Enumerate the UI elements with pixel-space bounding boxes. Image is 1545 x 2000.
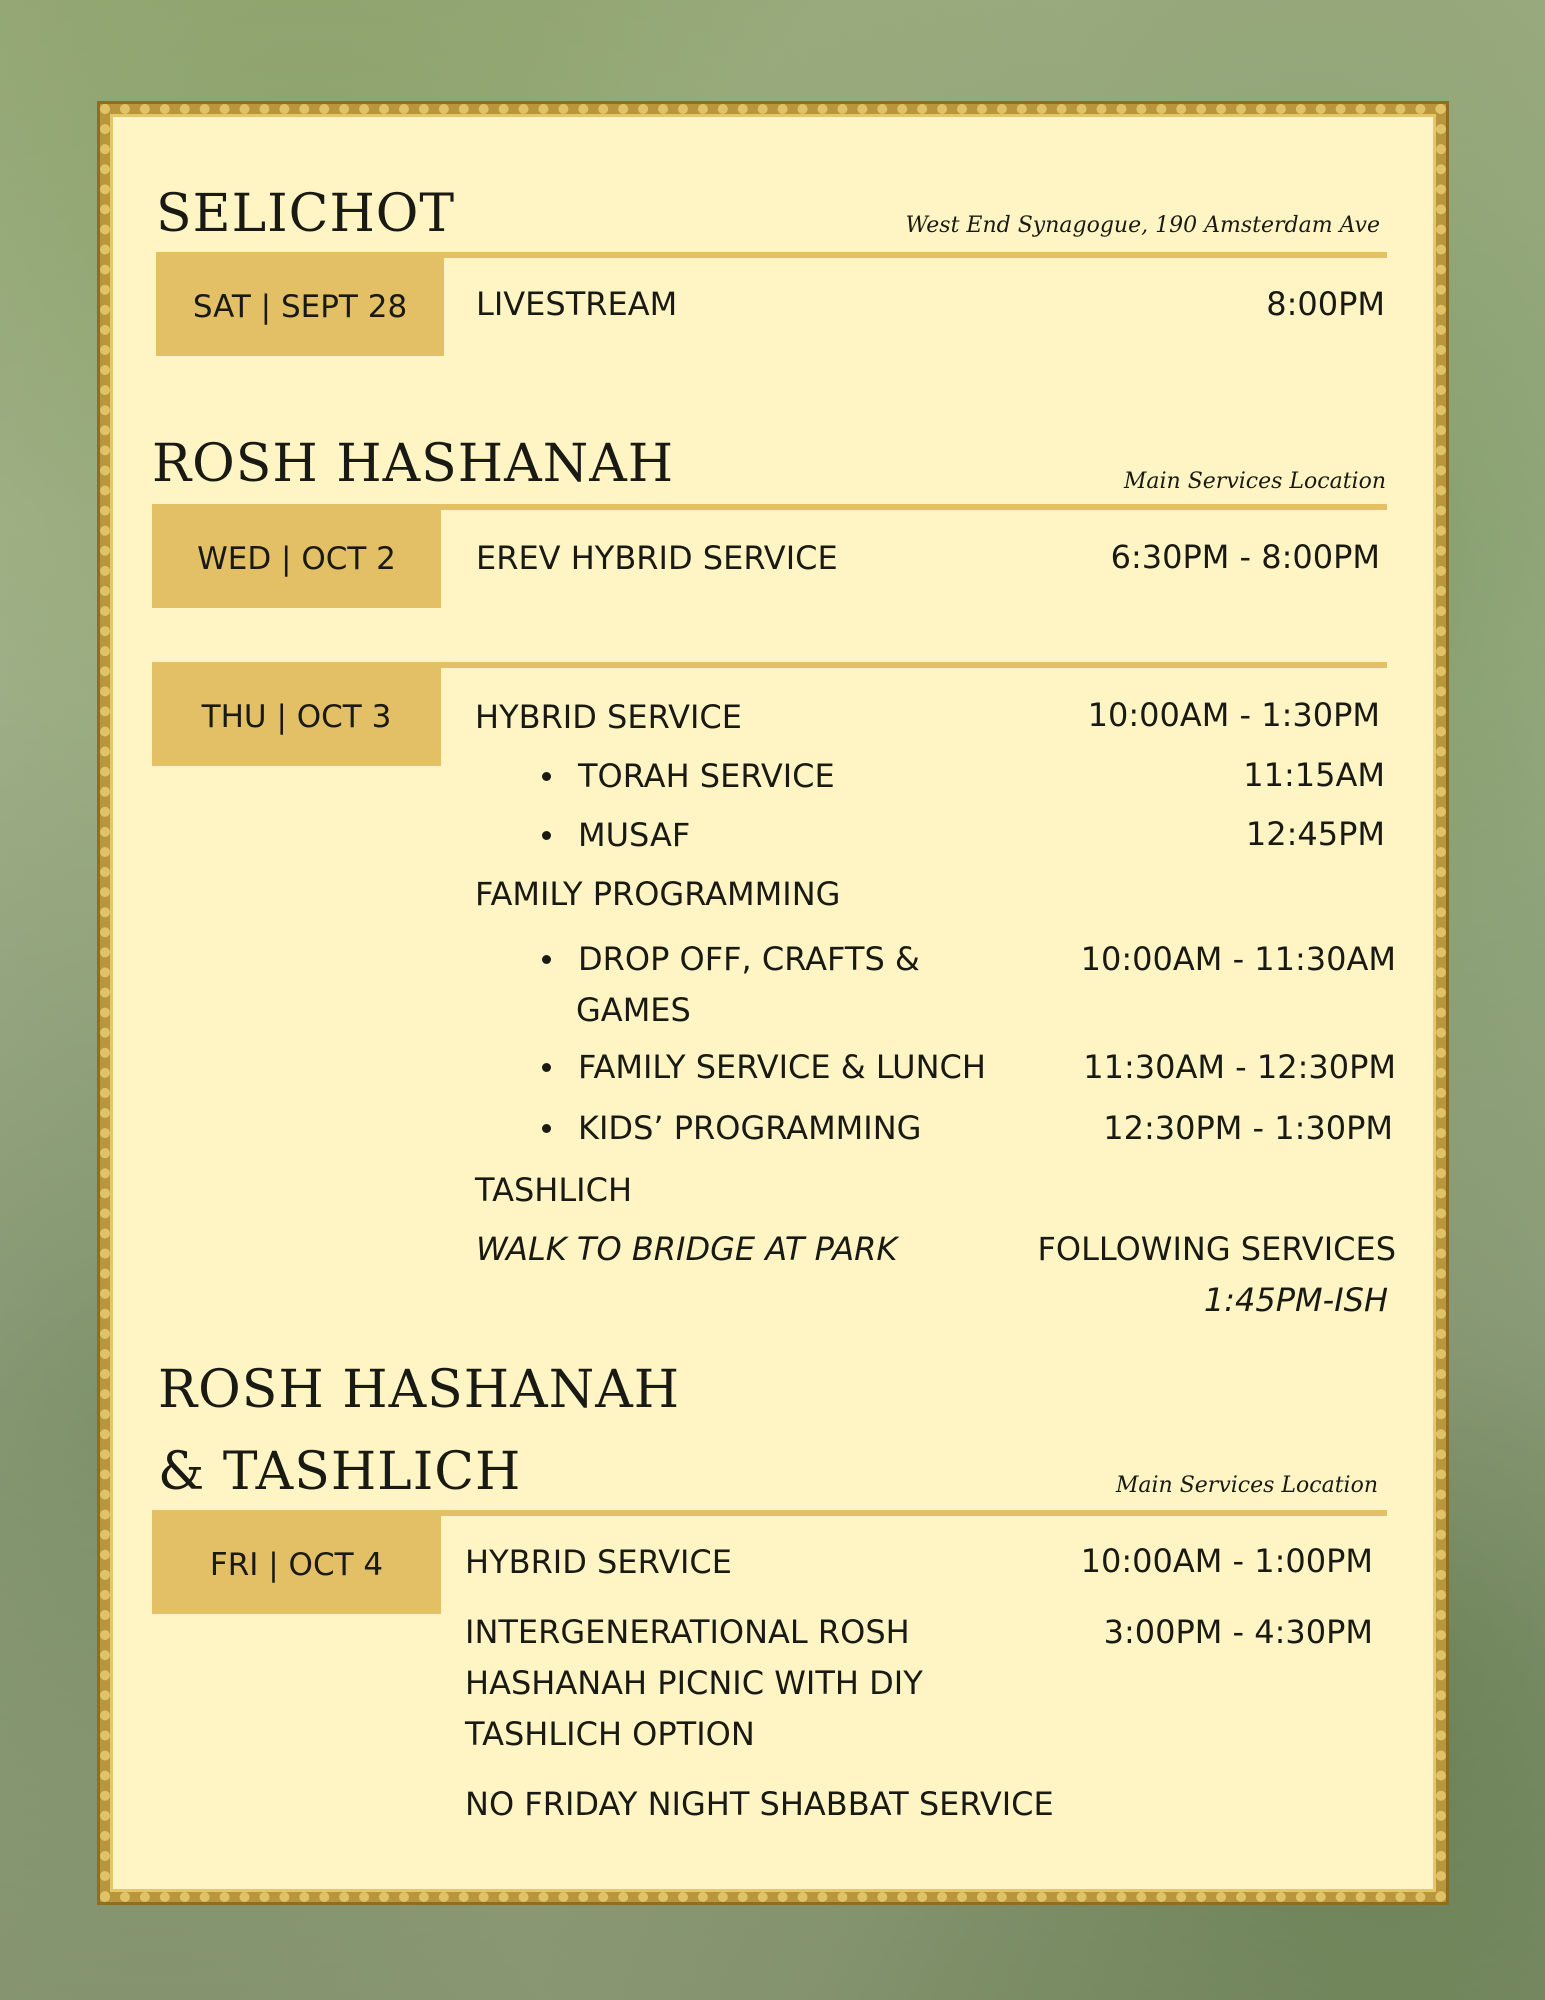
selichot-item: LIVESTREAM [476, 285, 678, 323]
bullet-icon [542, 1124, 551, 1133]
torah-service-label: TORAH SERVICE [578, 757, 835, 795]
picnic-label-line3: TASHLICH OPTION [465, 1715, 755, 1753]
picnic-label-line1: INTERGENERATIONAL ROSH [465, 1613, 910, 1651]
selichot-location: West End Synagogue, 190 Amsterdam Ave [905, 213, 1380, 238]
thu-hybrid-service-label: HYBRID SERVICE [475, 698, 742, 736]
bullet-icon [542, 772, 551, 781]
torah-service-time: 11:15AM [1243, 756, 1385, 794]
bullet-icon [542, 1063, 551, 1072]
drop-off-label-line2: GAMES [576, 991, 691, 1029]
rh-tashlich-location: Main Services Location [1115, 1473, 1378, 1498]
selichot-heading: SELICHOT [156, 184, 456, 244]
bullet-icon [542, 955, 551, 964]
musaf-time: 12:45PM [1245, 815, 1385, 853]
rosh-hashanah-heading: ROSH HASHANAH [152, 434, 675, 494]
fri-hybrid-service-time: 10:00AM - 1:00PM [1080, 1542, 1373, 1580]
tashlich-time: FOLLOWING SERVICES [1037, 1230, 1396, 1268]
kids-programming-time: 12:30PM - 1:30PM [1103, 1109, 1393, 1147]
rh-tashlich-heading-line2: & TASHLICH [158, 1442, 522, 1502]
thu-hybrid-service-time: 10:00AM - 1:30PM [1087, 696, 1380, 734]
family-service-label: FAMILY SERVICE & LUNCH [578, 1048, 986, 1086]
no-shabbat-service: NO FRIDAY NIGHT SHABBAT SERVICE [465, 1785, 1054, 1823]
fri-hybrid-service-label: HYBRID SERVICE [465, 1543, 732, 1581]
selichot-date: SAT | SEPT 28 [156, 258, 444, 356]
rh-tashlich-heading-line1: ROSH HASHANAH [158, 1360, 681, 1420]
rosh-hashanah-location: Main Services Location [1123, 469, 1386, 494]
picnic-time: 3:00PM - 4:30PM [1103, 1613, 1373, 1651]
erev-service-time: 6:30PM - 8:00PM [1110, 538, 1380, 576]
erev-service-label: EREV HYBRID SERVICE [476, 539, 838, 577]
selichot-time: 8:00PM [1266, 285, 1385, 323]
tashlich-label: TASHLICH [475, 1171, 632, 1209]
wed-date: WED | OCT 2 [152, 510, 441, 608]
drop-off-time: 10:00AM - 11:30AM [1080, 940, 1396, 978]
bullet-icon [542, 831, 551, 840]
kids-programming-label: KIDS’ PROGRAMMING [578, 1109, 922, 1147]
family-service-time: 11:30AM - 12:30PM [1083, 1048, 1396, 1086]
family-programming-label: FAMILY PROGRAMMING [475, 875, 841, 913]
tashlich-walk: WALK TO BRIDGE AT PARK [476, 1230, 898, 1268]
drop-off-label-line1: DROP OFF, CRAFTS & [578, 940, 920, 978]
tashlich-time-note: 1:45PM-ISH [1203, 1281, 1388, 1319]
picnic-label-line2: HASHANAH PICNIC WITH DIY [465, 1664, 923, 1702]
musaf-label: MUSAF [578, 816, 691, 854]
fri-date: FRI | OCT 4 [152, 1516, 441, 1614]
thu-date: THU | OCT 3 [152, 668, 441, 766]
